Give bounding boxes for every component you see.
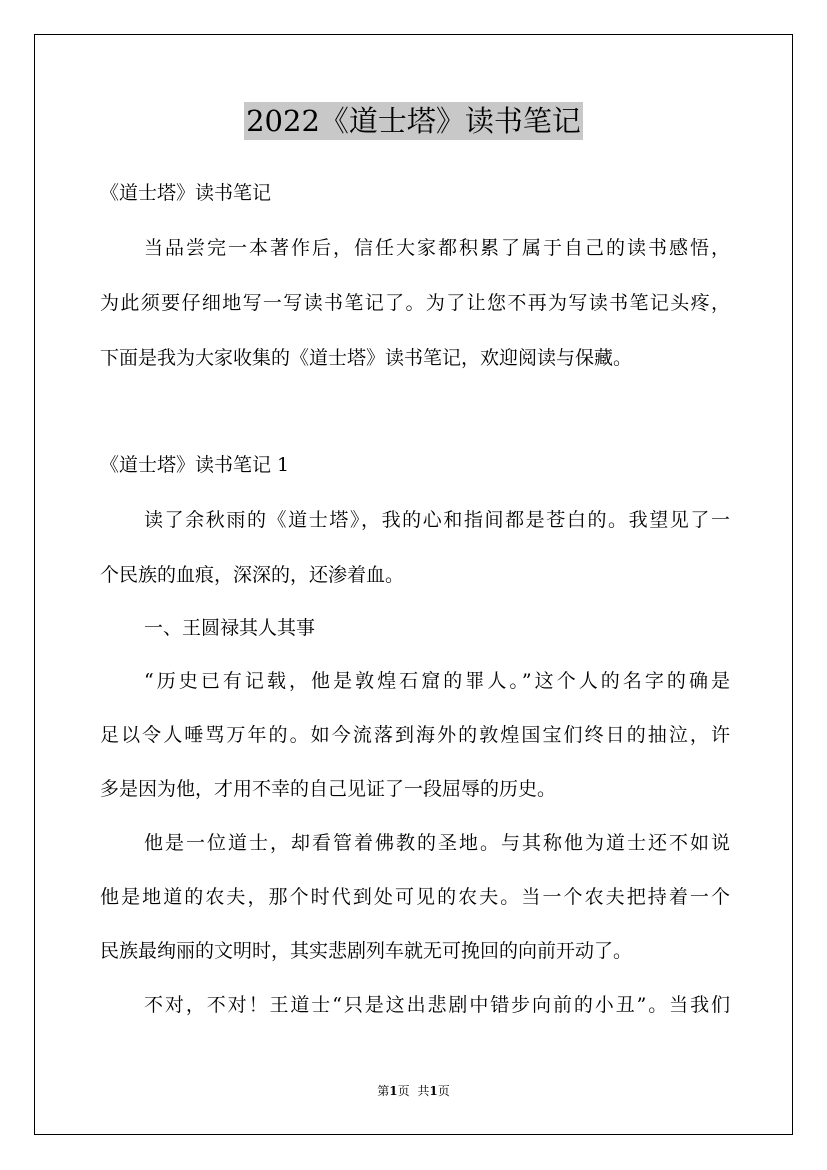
paragraph-line: 他是一位道士，却看管着佛教的圣地。与其称他为道士还不如说 — [144, 832, 730, 854]
section-heading: 《道士塔》读书笔记 — [100, 182, 272, 204]
paragraph-line: 个民族的血痕，深深的，还渗着血。 — [100, 564, 405, 586]
paragraph-line: 为此须要仔细地写一写读书笔记了。为了让您不再为写读书笔记头疼， — [100, 292, 730, 314]
paragraph-line: 不对，不对！王道士“只是这出悲剧中错步向前的小丑”。当我们 — [144, 994, 730, 1016]
footer-page-prefix: 第 — [377, 1084, 390, 1098]
subheading: 一、王圆禄其人其事 — [144, 617, 316, 639]
footer-page-number: 1 — [389, 1084, 398, 1098]
paragraph-line: “历史已有记载，他是敦煌石窟的罪人。”这个人的名字的确是 — [144, 670, 730, 692]
paragraph-line: 他是地道的农夫，那个时代到处可见的农夫。当一个农夫把持着一个 — [100, 886, 730, 908]
footer-page-suffix: 页 — [397, 1084, 410, 1098]
footer-total-prefix: 共 — [417, 1084, 430, 1098]
document-title: 2022《道士塔》读书笔记 — [246, 104, 581, 138]
title-container — [0, 102, 827, 140]
paragraph-line: 民族最绚丽的文明时，其实悲剧列车就无可挽回的向前开动了。 — [100, 940, 633, 962]
paragraph-line: 读了余秋雨的《道士塔》，我的心和指间都是苍白的。我望见了一 — [144, 509, 730, 531]
paragraph-line: 多是因为他，才用不幸的自己见证了一段屈辱的历史。 — [100, 778, 557, 800]
paragraph-line: 足以令人唾骂万年的。如今流落到海外的敦煌国宝们终日的抽泣，许 — [100, 724, 730, 746]
section-heading: 《道士塔》读书笔记 1 — [100, 454, 290, 476]
paragraph-line: 当品尝完一本著作后，信任大家都积累了属于自己的读书感悟， — [144, 237, 730, 259]
paragraph-line: 下面是我为大家收集的《道士塔》读书笔记，欢迎阅读与保藏。 — [100, 347, 633, 369]
page-footer — [0, 1083, 827, 1099]
footer-total-number: 1 — [429, 1084, 438, 1098]
footer-total-suffix: 页 — [437, 1084, 450, 1098]
